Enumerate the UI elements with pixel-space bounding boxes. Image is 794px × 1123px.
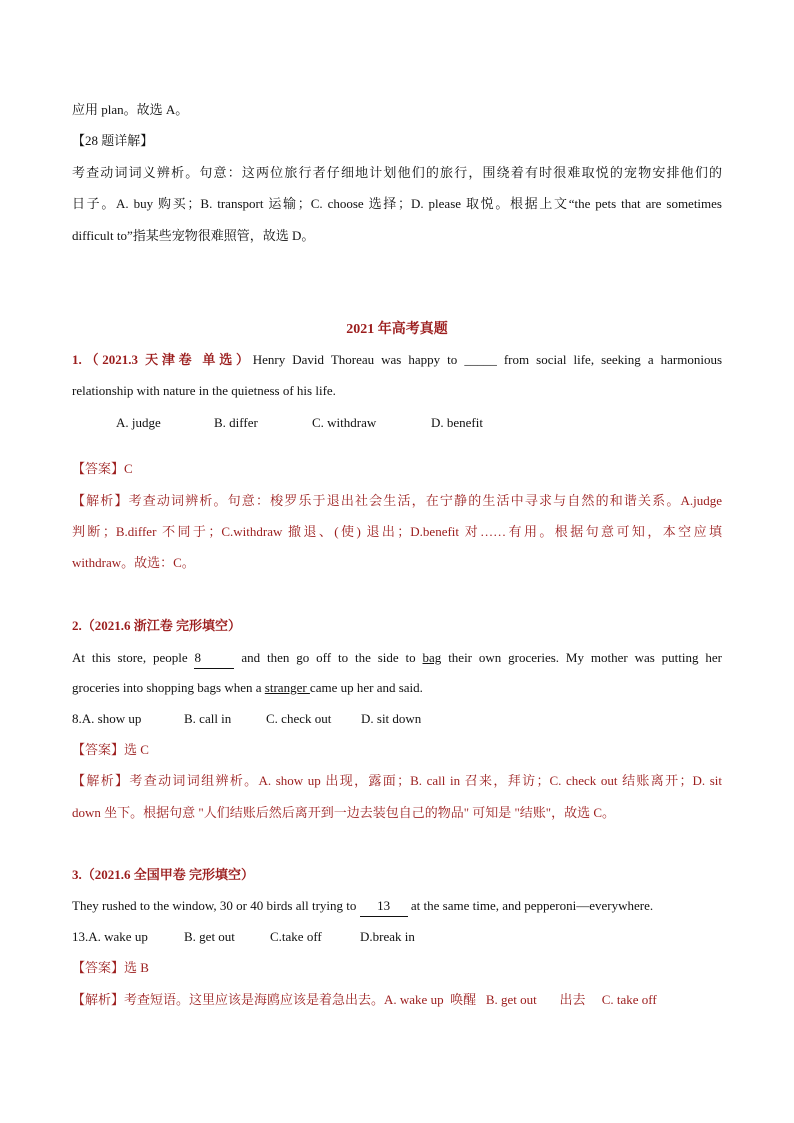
q1-blank: _____ (464, 352, 497, 367)
q1-analysis-line-2: 判断；B.differ 不同于；C.withdraw 撤退、(使) 退出；D.benefit 对……有用。根据句意可知，本空应填 (72, 524, 722, 539)
intro-line: 应用 plan。故选 A。 (72, 102, 189, 117)
q1-stem-line-1 (72, 350, 722, 370)
q2-stem-underlined-stranger: stranger (264, 680, 310, 695)
q28-analysis-line-1: 考查动词词义辨析。句意：这两位旅行者仔细地计划他们的旅行，围绕着有时很难取悦的宠物安排他们的 (72, 165, 722, 180)
section-title: 2021 年高考真题 (346, 322, 448, 337)
q3-option-a: 13.A. wake up (72, 929, 148, 944)
q28-heading: 【28 题详解】 (72, 133, 154, 148)
q2-option-c: C. check out (266, 711, 332, 726)
q2-analysis-line-1: 【解析】考查动词词组辨析。A. show up 出现，露面；B. call in 召来，拜访；C. check out 结账离开；D. sit (72, 773, 722, 788)
q2-stem-line-1 (72, 648, 722, 669)
q2-tag: 2.（2021.6 浙江卷 完形填空） (72, 618, 242, 633)
q3-option-c: C.take off (270, 929, 322, 944)
q2-options (72, 709, 722, 729)
q1-option-a: A. judge (116, 415, 161, 430)
q3-tag: 3.（2021.6 全国甲卷 完形填空） (72, 867, 255, 882)
q1-option-d: D. benefit (431, 415, 483, 430)
q2-blank: 8 (194, 648, 234, 669)
q3-blank: 13 (360, 896, 408, 917)
q3-stem-line-1 (72, 896, 722, 917)
q3-answer: 【答案】选 B (72, 960, 149, 975)
q28-analysis-line-2: 日子。A. buy 购买；B. transport 运输；C. choose 选择；D. please 取悦。根据上文“the pets that are sometimes (72, 196, 722, 211)
q2-stem-line-2 (72, 678, 722, 698)
q1-analysis-line-1: 【解析】考查动词辨析。句意：梭罗乐于退出社会生活，在宁静的生活中寻求与自然的和谐关系。A.judge (72, 493, 722, 508)
q2-stem-b: and then go off to the side to (234, 650, 423, 665)
q3-stem-a: They rushed to the window, 30 or 40 birds all trying to (72, 898, 360, 913)
q3-options (72, 927, 722, 947)
q2-answer: 【答案】选 C (72, 742, 149, 757)
q2-stem-a: At this store, people (72, 650, 195, 665)
q2-option-b: B. call in (184, 711, 232, 726)
q2-stem-d: groceries into shopping bags when a (72, 680, 265, 695)
q1-stem-line-2: relationship with nature in the quietness of his life. (72, 383, 336, 398)
q3-option-b: B. get out (184, 929, 235, 944)
q1-options (116, 413, 722, 433)
q2-stem-e: came up her and said. (309, 680, 423, 695)
q3-option-d: D.break in (360, 929, 415, 944)
q1-tag: 1.（2021.3 天津卷 单选） (72, 352, 253, 367)
q3-stem-b: at the same time, and pepperoni—everywhere. (407, 898, 654, 913)
q3-analysis-line-1: 【解析】考查短语。这里应该是海鸥应该是着急出去。A. wake up 唤醒 B. get out 出去 C. take off (72, 992, 657, 1007)
q2-option-d: D. sit down (361, 711, 422, 726)
q1-stem-a: Henry David Thoreau was happy to (252, 352, 465, 367)
q1-answer: 【答案】C (72, 461, 133, 476)
q1-stem-b: from social life, seeking a harmonious (496, 352, 722, 367)
q2-option-a: 8.A. show up (72, 711, 142, 726)
q2-stem-c: their own groceries. My mother was putting her (441, 650, 722, 665)
q28-analysis-line-3: difficult to”指某些宠物很难照管，故选 D。 (72, 228, 315, 243)
q1-option-c: C. withdraw (312, 415, 377, 430)
q2-stem-underlined-bag: bag (422, 650, 442, 665)
q2-analysis-line-2: down 坐下。根据句意 "人们结账后然后离开到一边去装包自己的物品" 可知是 "结账"，故选 C。 (72, 805, 616, 820)
q1-analysis-line-3: withdraw。故选：C。 (72, 555, 195, 570)
q1-option-b: B. differ (214, 415, 258, 430)
